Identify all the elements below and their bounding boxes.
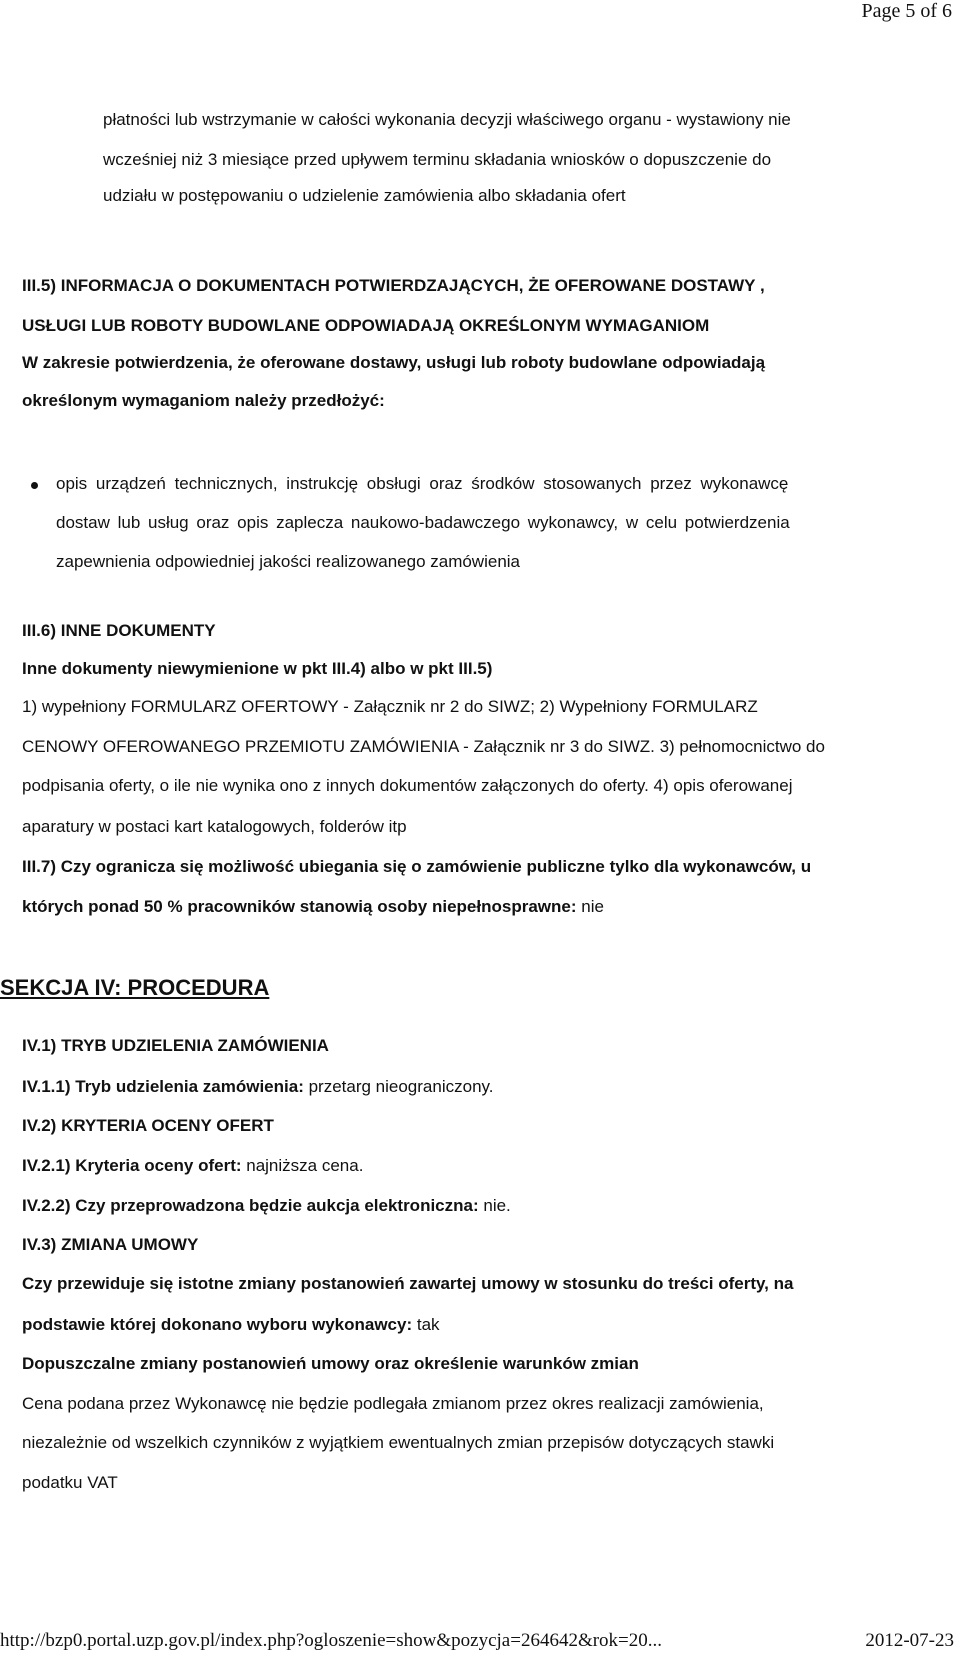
value: przetarg nieograniczony. <box>303 1077 494 1096</box>
section-heading-3-5: III.5) INFORMACJA O DOKUMENTACH POTWIERDZAJĄCYCH, ŻE OFEROWANE DOSTAWY , <box>22 276 765 295</box>
row-iv-2-1 <box>22 1156 363 1176</box>
section-heading-3-6: III.6) INNE DOKUMENTY <box>22 621 216 640</box>
value: najniższa cena. <box>241 1156 364 1175</box>
question-text: podstawie której dokonano wyboru wykonawcy: <box>22 1315 413 1334</box>
label: IV.2.2) Czy przeprowadzona będzie aukcja elektroniczna: <box>22 1196 479 1215</box>
section-subheading-3-5: określonym wymaganiom należy przedłożyć: <box>22 391 385 410</box>
intro-line: wcześniej niż 3 miesiące przed upływem terminu składania wniosków o dopuszczenie do <box>103 150 772 169</box>
section-text-3-6: podpisania oferty, o ile nie wynika ono z innych dokumentów załączonych do oferty. 4) opis oferowanej <box>22 776 793 795</box>
section-text-3-6: CENOWY OFEROWANEGO PRZEMIOTU ZAMÓWIENIA - Załącznik nr 3 do SIWZ. 3) pełnomocnictwo do <box>22 737 825 756</box>
section-heading-3-5: USŁUGI LUB ROBOTY BUDOWLANE ODPOWIADAJĄ OKREŚLONYM WYMAGANIOM <box>22 316 710 335</box>
bullet-text-line: opis urządzeń technicznych, instrukcję obsługi oraz środków stosowanych przez wykonawcę <box>56 474 789 493</box>
heading-iv-1: IV.1) TRYB UDZIELENIA ZAMÓWIENIA <box>22 1036 329 1055</box>
footer-date: 2012-07-23 <box>865 1630 954 1651</box>
bullet-text-line: dostaw lub usług oraz opis zaplecza naukowo-badawczego wykonawcy, w celu potwierdzenia <box>56 513 790 532</box>
question-iv-3: Czy przewiduje się istotne zmiany postanowień zawartej umowy w stosunku do treści oferty, na <box>22 1274 794 1293</box>
heading-iv-2: IV.2) KRYTERIA OCENY OFERT <box>22 1116 274 1135</box>
answer-value: nie <box>576 897 604 916</box>
question-iv-3-line2 <box>22 1315 440 1335</box>
section-title: SEKCJA IV: PROCEDURA <box>0 975 270 1000</box>
section-question-3-7-line2 <box>22 897 604 917</box>
changes-heading: Dopuszczalne zmiany postanowień umowy oraz określenie warunków zmian <box>22 1354 639 1373</box>
section-subheading-3-5: W zakresie potwierdzenia, że oferowane dostawy, usługi lub roboty budowlane odpowiadają <box>22 353 766 372</box>
intro-line: udziału w postępowaniu o udzielenie zamówienia albo składania ofert <box>103 186 626 205</box>
intro-line: płatności lub wstrzymanie w całości wykonania decyzji właściwego organu - wystawiony nie <box>103 110 791 129</box>
section-subheading-3-6: Inne dokumenty niewymienione w pkt III.4) albo w pkt III.5) <box>22 659 493 678</box>
section-text-3-6: 1) wypełniony FORMULARZ OFERTOWY - Załącznik nr 2 do SIWZ; 2) Wypełniony FORMULARZ <box>22 697 758 716</box>
question-text: których ponad 50 % pracowników stanowią osoby niepełnosprawne: <box>22 897 577 916</box>
row-iv-1-1 <box>22 1077 493 1097</box>
footer-url: http://bzp0.portal.uzp.gov.pl/index.php?ogloszenie=show&pozycja=264642&rok=20... <box>0 1630 663 1651</box>
section-text-3-6: aparatury w postaci kart katalogowych, folderów itp <box>22 817 407 836</box>
answer-value: tak <box>412 1315 440 1334</box>
bullet-icon <box>31 482 38 489</box>
row-iv-2-2 <box>22 1196 511 1216</box>
value: nie. <box>478 1196 511 1215</box>
changes-text: Cena podana przez Wykonawcę nie będzie podlegała zmianom przez okres realizacji zamówienia, <box>22 1394 764 1413</box>
label: IV.2.1) Kryteria oceny ofert: <box>22 1156 242 1175</box>
section-question-3-7: III.7) Czy ogranicza się możliwość ubiegania się o zamówienie publiczne tylko dla wykonawców, u <box>22 857 812 876</box>
heading-iv-3: IV.3) ZMIANA UMOWY <box>22 1235 199 1254</box>
changes-text: podatku VAT <box>22 1473 118 1492</box>
bullet-text-line: zapewnienia odpowiedniej jakości realizowanego zamówienia <box>56 552 521 571</box>
label: IV.1.1) Tryb udzielenia zamówienia: <box>22 1077 304 1096</box>
changes-text: niezależnie od wszelkich czynników z wyjątkiem ewentualnych zmian przepisów dotyczących stawki <box>22 1433 775 1452</box>
page-number: Page 5 of 6 <box>861 0 952 22</box>
